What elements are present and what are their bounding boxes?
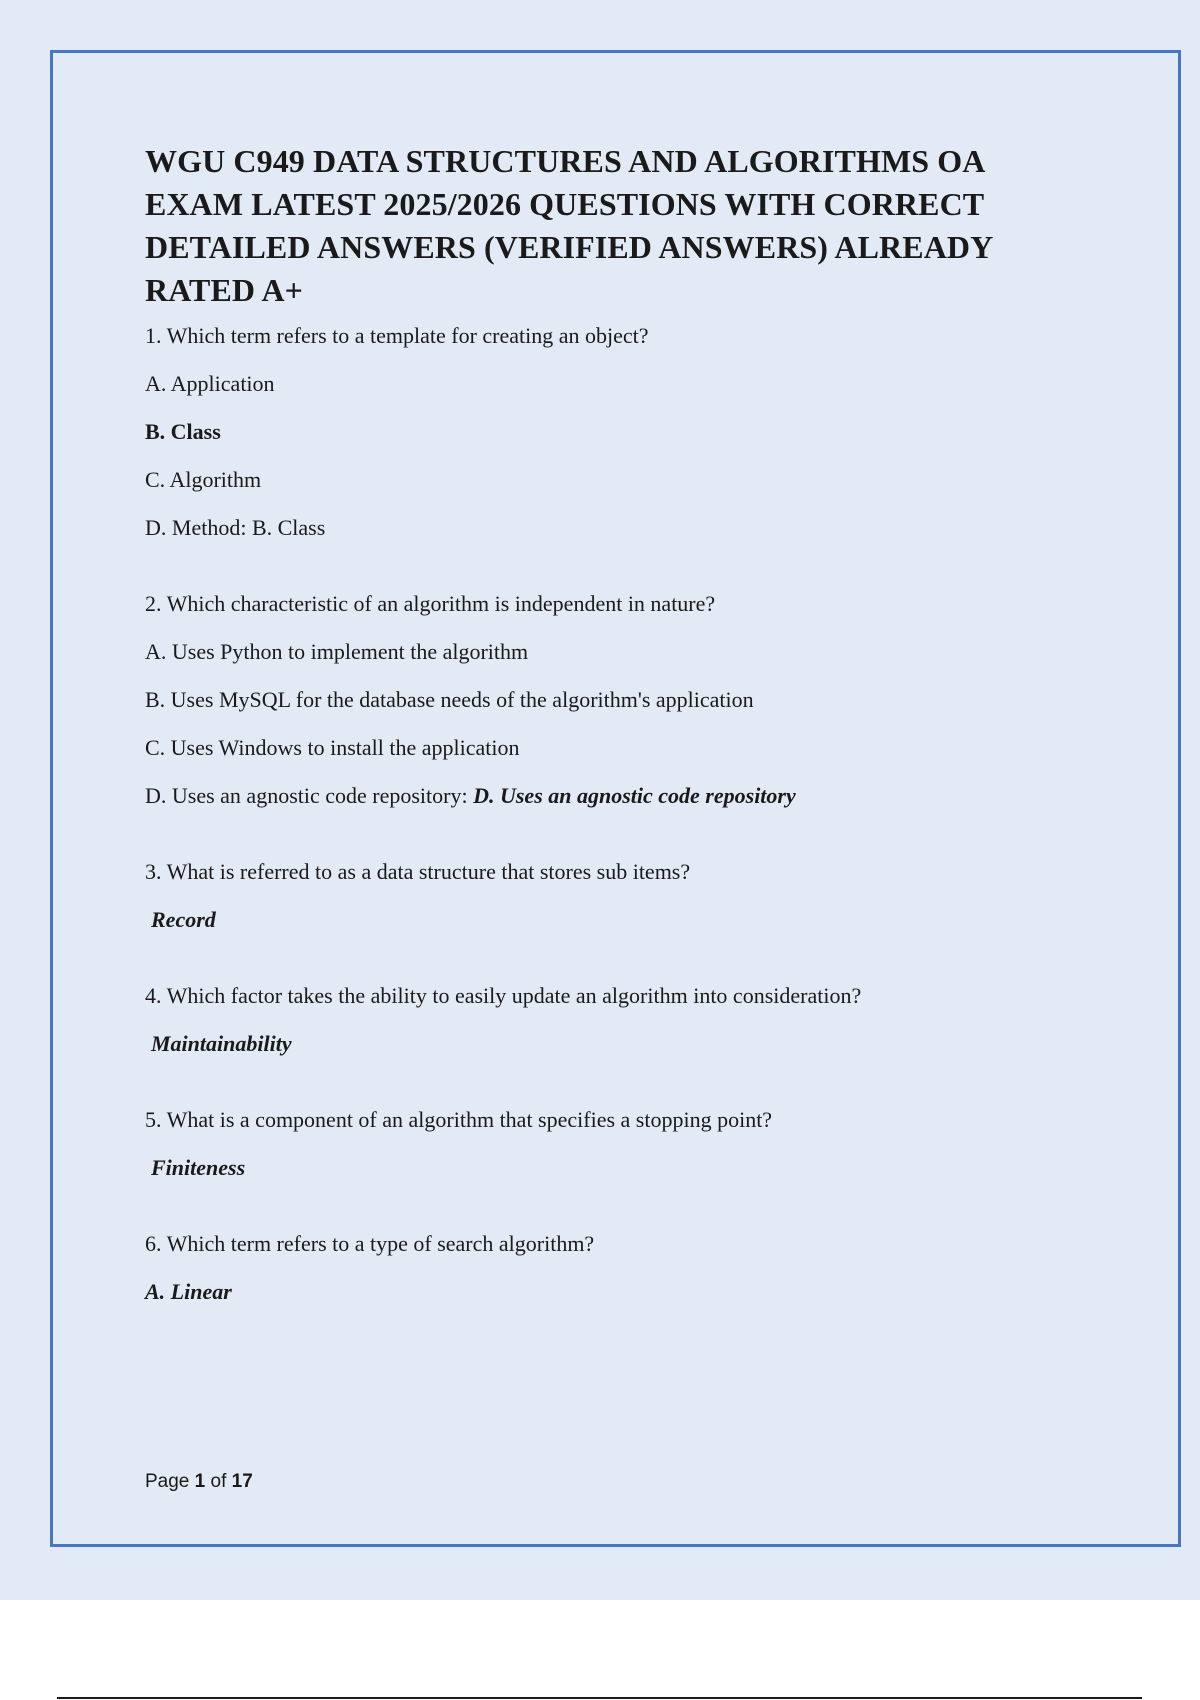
question-text: 2. Which characteristic of an algorithm is independent in nature? xyxy=(145,591,716,616)
question-text: 3. What is referred to as a data structure that stores sub items? xyxy=(145,859,691,884)
question-text: 6. Which term refers to a type of search algorithm? xyxy=(145,1231,595,1256)
page-of: of xyxy=(205,1471,232,1492)
option-c: C. Uses Windows to install the application xyxy=(145,735,520,760)
option-d: D. Method: B. Class xyxy=(145,515,326,540)
question-text: 5. What is a component of an algorithm that specifies a stopping point? xyxy=(145,1107,773,1132)
option-b: B. Uses MySQL for the database needs of the algorithm's application xyxy=(145,687,754,712)
answer-text: Finiteness xyxy=(151,1155,246,1180)
option-d xyxy=(145,782,1045,810)
current-page: 1 xyxy=(194,1471,206,1492)
option-c: C. Algorithm xyxy=(145,467,262,492)
question-2 xyxy=(145,590,1045,810)
answer-text: Maintainability xyxy=(151,1031,292,1056)
question-4 xyxy=(145,982,1045,1058)
question-6 xyxy=(145,1230,1045,1306)
question-text: 1. Which term refers to a template for creating an object? xyxy=(145,323,649,348)
document-title: WGU C949 DATA STRUCTURES AND ALGORITHMS OA EXAM LATEST 2025/2026 QUESTIONS WITH CORRECT DETAILED ANSWERS (VERIFIED ANSWERS) ALREADY RATED A+ xyxy=(145,143,993,308)
question-1 xyxy=(145,322,1045,542)
page-number xyxy=(145,1471,253,1493)
answer-text: A. Linear xyxy=(145,1279,232,1304)
answer-text: Record xyxy=(151,907,216,932)
option-d-text: D. Uses an agnostic code repository: xyxy=(145,783,474,808)
document-content xyxy=(145,140,1045,1354)
question-text: 4. Which factor takes the ability to easily update an algorithm into consideration? xyxy=(145,983,862,1008)
page-prefix: Page xyxy=(145,1471,195,1492)
total-pages: 17 xyxy=(231,1471,253,1492)
option-b: B. Class xyxy=(145,419,221,444)
answer-text: D. Uses an agnostic code repository xyxy=(473,783,796,808)
option-a: A. Uses Python to implement the algorithm xyxy=(145,639,529,664)
option-a: A. Application xyxy=(145,371,275,396)
question-3 xyxy=(145,858,1045,934)
bottom-divider xyxy=(57,1697,1142,1699)
question-5 xyxy=(145,1106,1045,1182)
